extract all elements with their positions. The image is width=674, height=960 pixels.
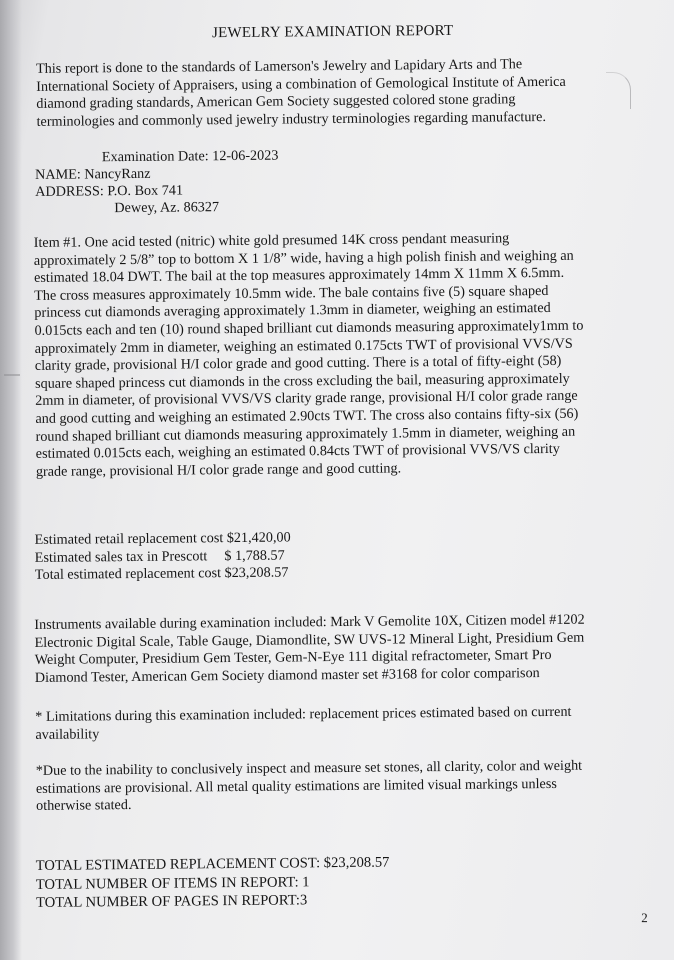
client-name: NAME: NancyRanz: [34, 165, 151, 183]
provisional-line: *Due to the inability to conclusively inspect and measure set stones, all clarity, color and weight: [35, 757, 583, 779]
page-number: 2: [641, 910, 648, 926]
examination-date: Examination Date: 12-06-2023: [101, 147, 279, 166]
item-line: square shaped princess cut diamonds in the cross excluding the bail, measuring approximately: [34, 370, 570, 392]
limitations-line: * Limitations during this examination included: replacement prices estimated based on current: [35, 703, 572, 725]
report-totals: [36, 854, 390, 913]
item-description: [34, 230, 585, 482]
item-line: approximately 2mm in diameter, weighing an estimated 0.175cts TWT of provisional VVS/VS: [34, 335, 573, 357]
item-line: estimated 18.04 DWT. The bail at the top measures approximately 14mm X 11mm X 6.5mm.: [33, 265, 565, 287]
item-line: Item #1. One acid tested (nitric) white gold presumed 14K cross pendant measuring: [33, 230, 510, 251]
report-title: JEWELRY EXAMINATION REPORT: [212, 22, 454, 42]
sales-tax-value: $ 1,788.57: [224, 547, 285, 564]
item-line: estimated 0.015cts each, weighing an estimated 0.84cts TWT of provisional VVS/VS clarity: [35, 441, 560, 463]
item-line: The cross measures approximately 10.5mm wide. The bale contains five (5) square shaped: [34, 282, 549, 304]
total-cost-value: $23,208.57: [224, 564, 289, 582]
limitations-paragraph: [35, 704, 572, 744]
instruments-paragraph: [34, 612, 585, 688]
total-cost-label: Total estimated replacement cost: [34, 565, 222, 584]
provisional-line: otherwise stated.: [36, 797, 132, 815]
intro-line: diamond grading standards, American Gem Society suggested colored stone grading: [36, 91, 516, 113]
intro-line: terminologies and commonly used jewelry industry terminologies regarding manufacture.: [36, 108, 547, 130]
item-line: 0.015cts each and ten (10) round shaped brilliant cut diamonds measuring approximately1mm to: [34, 317, 584, 339]
intro-paragraph: [36, 56, 566, 131]
total-items: TOTAL NUMBER OF ITEMS IN REPORT: 1: [35, 873, 310, 893]
total-cost-row: [35, 565, 291, 585]
item-line: round shaped brilliant cut diamonds measuring approximately 1.5mm in diameter, weighing an: [35, 423, 576, 445]
instruments-line: Weight Computer, Presidium Gem Tester, Gem-N-Eye 111 digital refractometer, Smart Pro: [34, 647, 552, 669]
intro-line: International Society of Appraisers, using a combination of Gemological Institute of America: [36, 73, 566, 95]
client-address-line2: Dewey, Az. 86327: [114, 199, 220, 217]
limitations-line: availability: [35, 725, 100, 743]
item-line: 2mm in diameter, of provisional VVS/VS clarity grade range, provisional H/I color grade range: [35, 388, 578, 410]
instruments-line: Diamond Tester, American Gem Society diamond master set #3168 for color comparison: [34, 664, 540, 686]
sales-tax-label: Estimated sales tax in Prescott: [34, 547, 208, 566]
retail-cost-label: Estimated retail replacement cost: [34, 530, 224, 548]
provisional-line: estimations are provisional. All metal quality estimations are limited visual markings unless: [35, 775, 557, 797]
total-replacement-cost: TOTAL ESTIMATED REPLACEMENT COST: $23,208.57: [35, 854, 390, 874]
client-address-line1: ADDRESS: P.O. Box 741: [35, 182, 184, 200]
item-line: and good cutting and weighing an estimated 2.90cts TWT. The cross also contains fifty-six (56): [35, 405, 579, 427]
item-line: princess cut diamonds averaging approximately 1.3mm in diameter, weighing an estimated: [34, 300, 551, 322]
item-line: clarity grade, provisional H/I color grade and good cutting. There is a total of fifty-eight (58): [34, 353, 562, 375]
intro-line: This report is done to the standards of Lamerson's Jewelry and Lapidary Arts and The: [35, 56, 523, 77]
cost-summary: [34, 529, 291, 584]
provisional-note: [36, 758, 583, 816]
retail-cost-value: $21,420,00: [226, 529, 291, 547]
item-line: grade range, provisional H/I color grade range and good cutting.: [35, 460, 402, 480]
total-pages: TOTAL NUMBER OF PAGES IN REPORT:3: [35, 892, 308, 911]
instruments-line: Instruments available during examination included: Mark V Gemolite 10X, Citizen model #1202: [34, 611, 585, 633]
item-line: approximately 2 5/8” top to bottom X 1 1/8” wide, having a high polish finish and weighing an: [33, 247, 574, 269]
instruments-line: Electronic Digital Scale, Table Gauge, Diamondlite, SW UVS-12 Mineral Light, Presidium Gem: [34, 629, 585, 651]
